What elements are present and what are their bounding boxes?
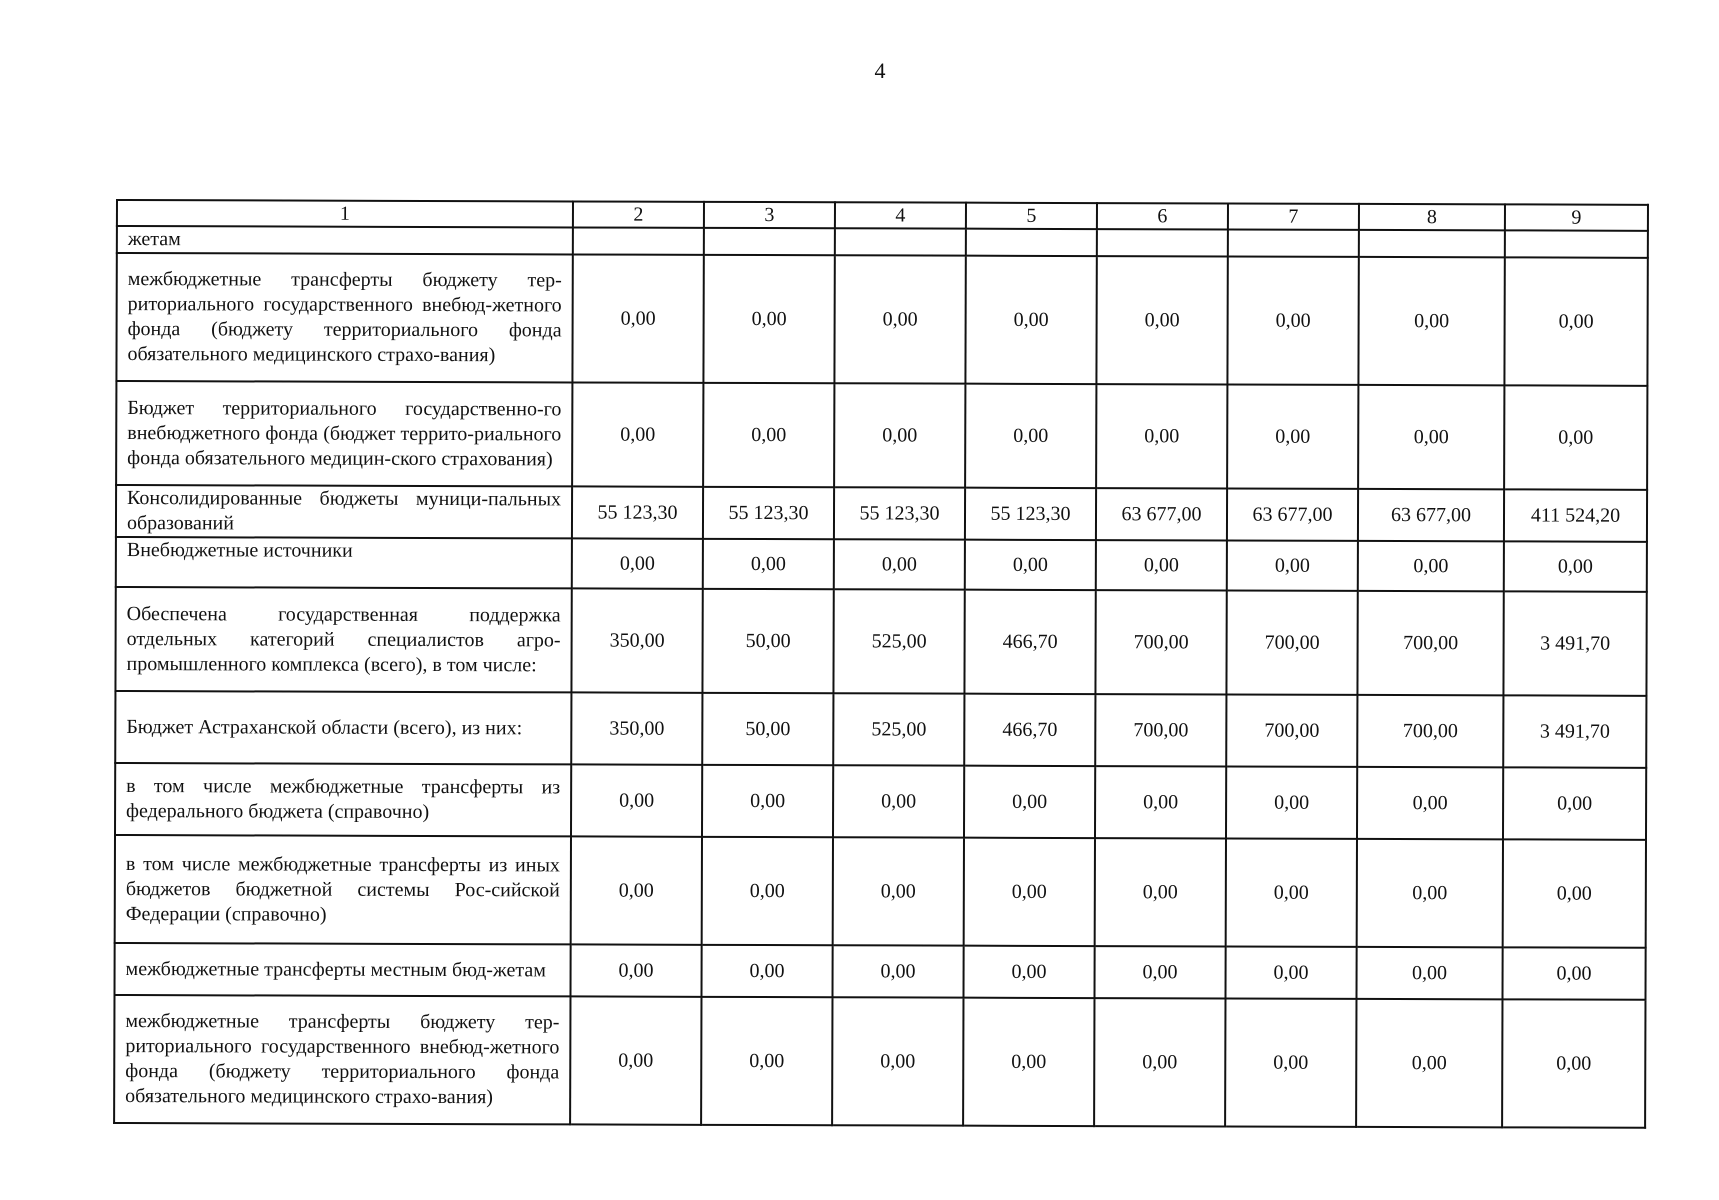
row-value-col-8: 0,00 [1358,541,1504,591]
column-header-3: 3 [704,202,835,228]
row-value-col-2: 350,00 [571,692,702,764]
row-value-col-2: 0,00 [570,996,701,1124]
table-row [116,537,1647,592]
table-row [115,691,1646,768]
row-value-col-7: 63 677,00 [1227,488,1358,540]
row-value-col-8: 700,00 [1357,591,1503,695]
row-value-col-8: 0,00 [1356,947,1502,999]
row-value-col-5: 55 123,30 [965,488,1096,540]
row-value-col-7: 0,00 [1226,838,1357,946]
row-value-col-5 [966,229,1097,256]
row-value-col-5: 0,00 [965,384,1096,488]
row-value-col-9: 0,00 [1504,385,1647,489]
row-value-col-9 [1505,230,1648,257]
row-value-col-9: 3 491,70 [1503,591,1646,695]
row-value-col-4: 55 123,30 [834,487,965,539]
row-value-col-4: 0,00 [834,255,965,383]
column-header-7: 7 [1228,203,1359,229]
row-value-col-9: 0,00 [1503,839,1646,947]
row-value-col-6: 0,00 [1095,766,1226,838]
column-header-6: 6 [1097,203,1228,229]
row-value-col-7: 0,00 [1225,946,1356,998]
row-value-col-5: 0,00 [964,838,1095,946]
page-number: 4 [874,58,886,83]
row-value-col-2: 0,00 [572,254,703,382]
table-row [116,485,1647,542]
row-value-col-9: 0,00 [1502,999,1645,1127]
row-value-col-5: 0,00 [963,946,1094,998]
row-value-col-8: 0,00 [1357,839,1503,947]
row-value-col-6: 700,00 [1095,590,1226,694]
row-value-col-4: 0,00 [833,765,964,837]
row-value-col-9: 0,00 [1504,541,1647,591]
column-header-9: 9 [1505,204,1648,230]
row-label: в том числе межбюджетные трансферты из иных бюджетов бюджетной системы Рос-сийской Федерации (справочно) [115,835,571,944]
row-value-col-3: 0,00 [703,255,834,383]
row-value-col-8: 0,00 [1358,257,1504,385]
column-header-5: 5 [966,203,1097,229]
row-value-col-2: 0,00 [572,382,703,486]
row-value-col-7: 0,00 [1227,540,1358,590]
row-value-col-7: 700,00 [1226,590,1357,694]
row-value-col-6: 0,00 [1094,946,1225,998]
row-value-col-3: 0,00 [702,837,833,945]
row-label: Внебюджетные источники [116,537,572,588]
row-value-col-5: 0,00 [964,766,1095,838]
row-label: Бюджет Астраханской области (всего), из них: [115,691,571,764]
table-row [115,763,1646,840]
row-value-col-6: 63 677,00 [1096,488,1227,540]
row-value-col-6: 0,00 [1094,998,1225,1126]
row-value-col-8: 700,00 [1357,695,1503,767]
row-value-col-4: 0,00 [832,945,963,997]
row-label: межбюджетные трансферты бюджету тер-риториального государственного внебюд-жетного фонда (бюджету территориального фонда обязательного медицинского страхо-вания) [114,995,570,1124]
row-value-col-6: 700,00 [1095,694,1226,766]
row-value-col-4: 0,00 [834,539,965,589]
row-value-col-4: 0,00 [832,997,963,1125]
row-label: жетам [117,226,573,254]
row-label: Обеспечена государственная поддержка отдельных категорий специалистов агро-промышленного комплекса (всего), в том числе: [115,587,571,692]
row-value-col-8: 0,00 [1358,385,1504,489]
table-row [115,835,1646,948]
row-value-col-3 [704,228,835,255]
row-value-col-2: 0,00 [572,538,703,588]
row-value-col-3: 0,00 [702,765,833,837]
row-value-col-4: 0,00 [833,837,964,945]
column-header-2: 2 [573,201,704,227]
row-value-col-7: 0,00 [1226,766,1357,838]
row-value-col-8 [1359,230,1505,257]
row-value-col-4: 525,00 [833,589,964,693]
row-value-col-3: 55 123,30 [703,487,834,539]
row-value-col-7: 0,00 [1225,998,1356,1126]
row-value-col-6: 0,00 [1095,838,1226,946]
row-value-col-2: 350,00 [571,588,702,692]
row-value-col-4 [835,228,966,255]
row-value-col-9: 0,00 [1504,257,1647,385]
row-value-col-5: 0,00 [965,540,1096,590]
table-row [115,587,1646,696]
row-value-col-2: 0,00 [570,944,701,996]
row-value-col-6: 0,00 [1096,256,1227,384]
budget-table [113,199,1649,1129]
row-value-col-2: 0,00 [571,764,702,836]
row-value-col-9: 0,00 [1503,767,1646,839]
row-value-col-3: 0,00 [703,383,834,487]
row-value-col-8: 0,00 [1357,767,1503,839]
row-value-col-5: 0,00 [965,256,1096,384]
row-value-col-9: 3 491,70 [1503,695,1646,767]
row-label: межбюджетные трансферты местным бюд-жетам [114,943,570,996]
row-value-col-3: 0,00 [701,945,832,997]
row-value-col-2: 0,00 [571,836,702,944]
row-value-col-7: 700,00 [1226,694,1357,766]
table-row [114,995,1645,1128]
row-value-col-8: 0,00 [1356,999,1502,1127]
row-value-col-4: 0,00 [834,383,965,487]
row-value-col-3: 0,00 [701,997,832,1125]
row-value-col-6 [1097,229,1228,256]
row-value-col-7: 0,00 [1227,384,1358,488]
row-value-col-5: 466,70 [964,590,1095,694]
row-value-col-7 [1228,229,1359,256]
row-value-col-2: 55 123,30 [572,486,703,538]
row-label: Бюджет территориального государственно-го внебюджетного фонда (бюджет террито-риального фонда обязательного медицин-ского страхования) [116,381,572,486]
row-value-col-3: 50,00 [702,589,833,693]
row-value-col-8: 63 677,00 [1358,489,1504,541]
table-row [116,253,1647,386]
row-value-col-6: 0,00 [1096,384,1227,488]
row-label: Консолидированные бюджеты муници-пальных образований [116,485,572,538]
row-value-col-3: 50,00 [702,693,833,765]
row-value-col-5: 466,70 [964,694,1095,766]
row-value-col-5: 0,00 [963,998,1094,1126]
column-header-1: 1 [117,200,573,227]
row-value-col-2 [573,227,704,254]
column-header-4: 4 [835,202,966,228]
column-header-8: 8 [1359,204,1505,230]
row-label: в том числе межбюджетные трансферты из федерального бюджета (справочно) [115,763,571,836]
row-value-col-9: 411 524,20 [1504,489,1647,541]
row-value-col-3: 0,00 [703,539,834,589]
row-value-col-9: 0,00 [1502,947,1645,999]
row-value-col-4: 525,00 [833,693,964,765]
table-row [114,943,1645,1000]
row-label: межбюджетные трансферты бюджету тер-риториального государственного внебюд-жетного фонда (бюджету территориального фонда обязательного медицинского страхо-вания) [116,253,572,382]
row-value-col-6: 0,00 [1096,540,1227,590]
table-row [116,381,1647,490]
row-value-col-7: 0,00 [1227,256,1358,384]
